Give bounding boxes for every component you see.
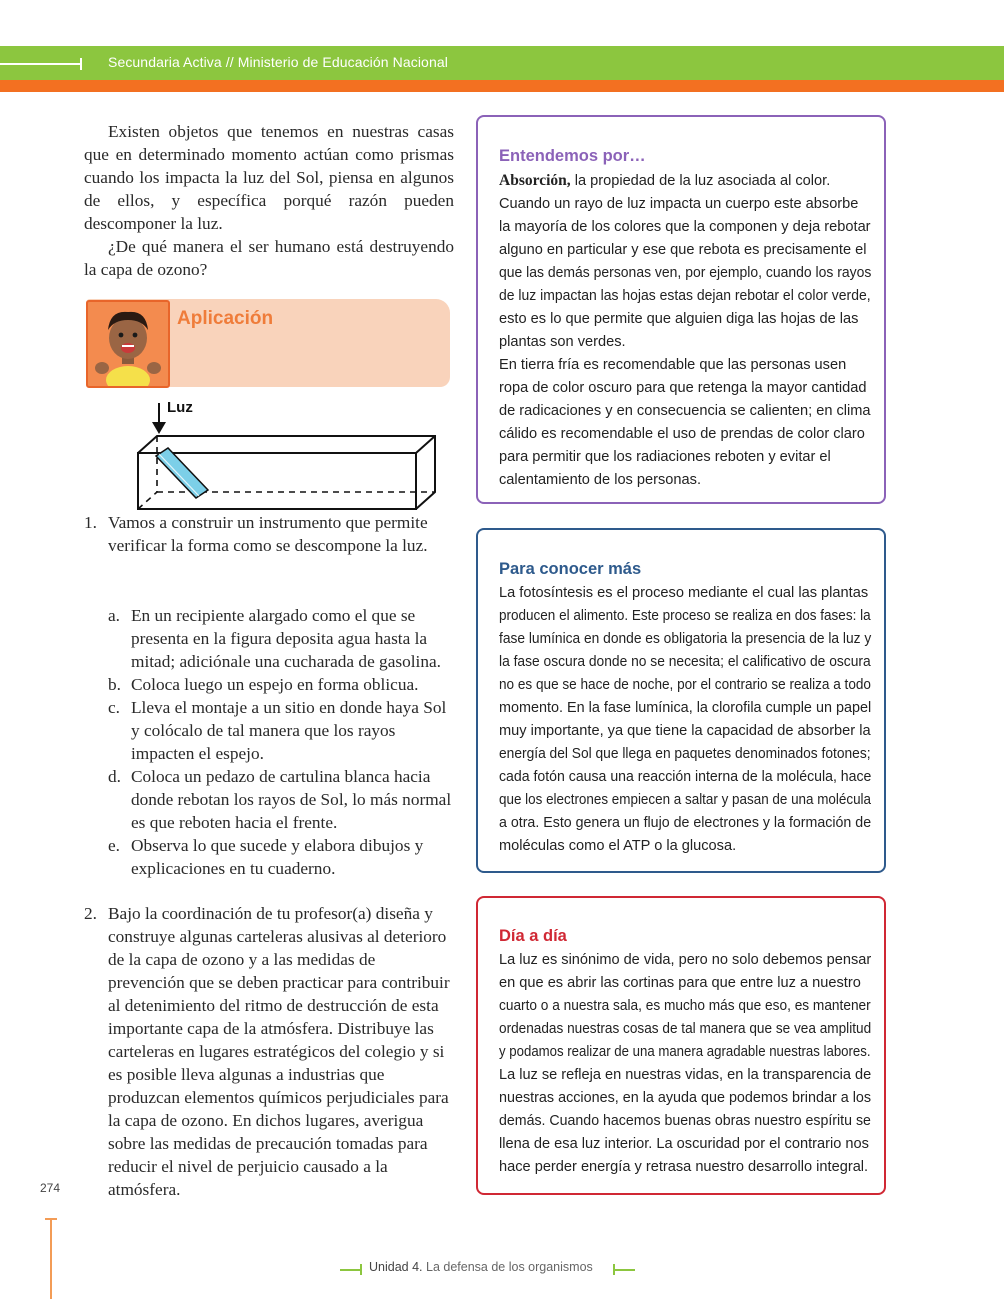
header-rule xyxy=(0,63,80,65)
para-conocer-mas-box xyxy=(476,528,886,873)
header-title: Secundaria Activa // Ministerio de Educación Nacional xyxy=(108,54,448,70)
student-avatar xyxy=(86,300,170,388)
footer-rule-right xyxy=(613,1269,635,1271)
footer-text xyxy=(369,1260,593,1274)
body-line: hace perder energía y retrasa nuestro desarrollo integral. xyxy=(499,1159,869,1175)
list-item xyxy=(84,765,456,834)
activity-1-instruction xyxy=(84,511,456,557)
body-line: y podamos realizar de una manera agradable nuestras labores. xyxy=(499,1044,871,1060)
step-text: Coloca un pedazo de cartulina blanca hacia donde rebotan los rayos de Sol, lo más normal es que reboten hacia el frente. xyxy=(131,767,452,832)
para-conocer-mas-title: Para conocer más xyxy=(499,560,642,578)
activity-2 xyxy=(84,902,456,1201)
body-line: cada fotón causa una reacción interna de la molécula, hace xyxy=(499,769,872,785)
intro-paragraph-1: Existen objetos que tenemos en nuestras casas que en determinado momento actúan como prismas cuando los impacta la luz del Sol, piensa en algunos de ellos, y específica porqué razón pueden descomponer la luz. xyxy=(84,122,454,233)
dia-a-dia-box xyxy=(476,896,886,1195)
body-line: cálido es recomendable el uso de prendas de color claro xyxy=(499,426,865,442)
dia-a-dia-body xyxy=(499,949,871,1179)
activity-1 xyxy=(84,511,456,557)
dia-a-dia-title: Día a día xyxy=(499,927,567,945)
step-text: Observa lo que sucede y elabora dibujos y explicaciones en tu cuaderno. xyxy=(131,836,424,878)
body-line: Absorción, la propiedad de la luz asociada al color. xyxy=(499,172,831,189)
body-line: que las demás personas ven, por ejemplo, cuando los rayos xyxy=(499,265,872,281)
body-line: momento. En la fase lumínica, la clorofila cumple un papel xyxy=(499,700,872,716)
activity-2-instruction xyxy=(84,902,456,1201)
body-line: ordenadas nuestras cosas de tal manera que se vea amplitud xyxy=(499,1021,872,1037)
body-line: esto es lo que permite que alguien diga las hojas de las xyxy=(499,311,859,327)
list-item xyxy=(84,604,456,673)
light-arrow xyxy=(152,403,166,434)
list-item xyxy=(84,834,456,880)
header-orange-band xyxy=(0,80,1004,92)
body-line: de luz impactan las hojas estas dejan rebotar el color verde, xyxy=(499,288,871,304)
footer-title: La defensa de los organismos xyxy=(426,1260,593,1274)
aplicacion-title: Aplicación xyxy=(177,308,274,329)
header-rule-tick xyxy=(80,58,82,70)
body-line: energía del Sol que llega en paquetes denominados fotones; xyxy=(499,746,871,762)
step-letter: d. xyxy=(108,767,121,786)
step-text: Lleva el montaje a un sitio en donde haya Sol y colócalo de tal manera que los rayos impacten el espejo. xyxy=(131,698,447,763)
body-line: La luz es sinónimo de vida, pero no solo debemos pensar xyxy=(499,952,872,968)
entendemos-term: Absorción, xyxy=(499,172,571,189)
body-line: La fotosíntesis es el proceso mediante el cual las plantas xyxy=(499,585,869,601)
body-line: En tierra fría es recomendable que las personas usen xyxy=(499,357,847,373)
body-line: fase lumínica en donde es obligatoria la presencia de la luz y xyxy=(499,631,872,647)
body-line: La luz se refleja en nuestras vidas, en la transparencia de xyxy=(499,1067,872,1083)
body-line: calentamiento de los personas. xyxy=(499,472,702,488)
page-number: 274 xyxy=(40,1181,61,1195)
body-line: ropa de color oscuro para que retenga la mayor cantidad xyxy=(499,380,867,396)
body-line: de radicaciones y en consecuencia se calienten; en clima xyxy=(499,403,871,419)
item-number: 1. xyxy=(84,513,97,532)
footer-unit: Unidad 4. xyxy=(369,1260,423,1274)
child-illustration xyxy=(88,302,168,386)
body-line: a otra. Esto genera un flujo de electrones y la formación de xyxy=(499,815,872,831)
body-line: la fase oscura donde no se necesita; el calificativo de oscura xyxy=(499,654,871,670)
body-line: en que es abrir las cortinas para que entre luz a nuestro xyxy=(499,975,861,991)
step-text: Coloca luego un espejo en forma oblicua. xyxy=(131,675,419,694)
step-letter: e. xyxy=(108,836,120,855)
step-letter: a. xyxy=(108,606,120,625)
prism-container-diagram xyxy=(130,398,440,514)
item-text: Bajo la coordinación de tu profesor(a) diseña y construye algunas carteleras alusivas al deterioro de la capa de ozono y a las medidas de prevención que se deben practicar para contribuir al detenimiento del ritmo de destrucción de esta importante capa de la atmósfera. Distribuye las carteleras en lugares estratégicos del colegio y si es posible lleva algunas a industrias que produzcan elementos químicos perjudiciales para la capa de ozono. En dichos lugares, averigua sobre las medidas de precaución tomadas para reducir el nivel de perjuicio causado a la atmósfera. xyxy=(108,904,450,1199)
step-letter: b. xyxy=(108,675,121,694)
footer-rule-left xyxy=(340,1269,362,1271)
item-number: 2. xyxy=(84,904,97,923)
step-letter: c. xyxy=(108,698,120,717)
entendemos-box xyxy=(476,115,886,504)
list-item xyxy=(84,696,456,765)
body-line: no es que se hace de noche, por el contrario se realiza a todo xyxy=(499,677,871,693)
intro-paragraph-2: ¿De qué manera el ser humano está destruyendo la capa de ozono? xyxy=(84,237,454,279)
body-line: moléculas como el ATP o la glucosa. xyxy=(499,838,737,854)
body-line: que los electrones empiecen a saltar y pasan de una molécula xyxy=(499,792,872,808)
body-line: nuestras acciones, en la ayuda que podemos brindar a los xyxy=(499,1090,872,1106)
body-line: plantas son verdes. xyxy=(499,334,626,350)
item-text: Vamos a construir un instrumento que permite verificar la forma como se descompone la luz. xyxy=(108,513,428,555)
intro-text xyxy=(84,120,454,281)
step-text: En un recipiente alargado como el que se presenta en la figura deposita agua hasta la mitad; adiciónale una cucharada de gasolina. xyxy=(131,606,441,671)
body-line: producen el alimento. Este proceso se realiza en dos fases: la xyxy=(499,608,871,624)
list-item xyxy=(84,673,456,696)
body-line: demás. Cuando hacemos buenas obras nuestro espíritu se xyxy=(499,1113,871,1129)
body-line: llena de esa luz interior. La oscuridad por el contrario nos xyxy=(499,1136,869,1152)
body-line: Cuando un rayo de luz impacta un cuerpo este absorbe xyxy=(499,196,859,212)
entendemos-body xyxy=(499,169,871,492)
margin-rule xyxy=(50,1219,52,1299)
body-line: para permitir que los radiaciones reboten y evitar el xyxy=(499,449,831,465)
activity-1-steps xyxy=(84,604,456,880)
body-line: alguno en particular y ese que rebota es precisamente el xyxy=(499,242,867,258)
entendemos-title: Entendemos por… xyxy=(499,147,646,165)
body-line: muy importante, ya que tiene la capacidad de absorber la xyxy=(499,723,871,739)
diagram-label-luz: Luz xyxy=(167,399,193,416)
mirror xyxy=(156,448,208,498)
body-line: cuarto o a nuestra sala, es mucho más que eso, es mantener xyxy=(499,998,871,1014)
para-conocer-mas-body xyxy=(499,582,871,858)
footer-rule-left-tick xyxy=(360,1264,362,1275)
body-line: la mayoría de los colores que la componen y deja rebotar xyxy=(499,219,871,235)
